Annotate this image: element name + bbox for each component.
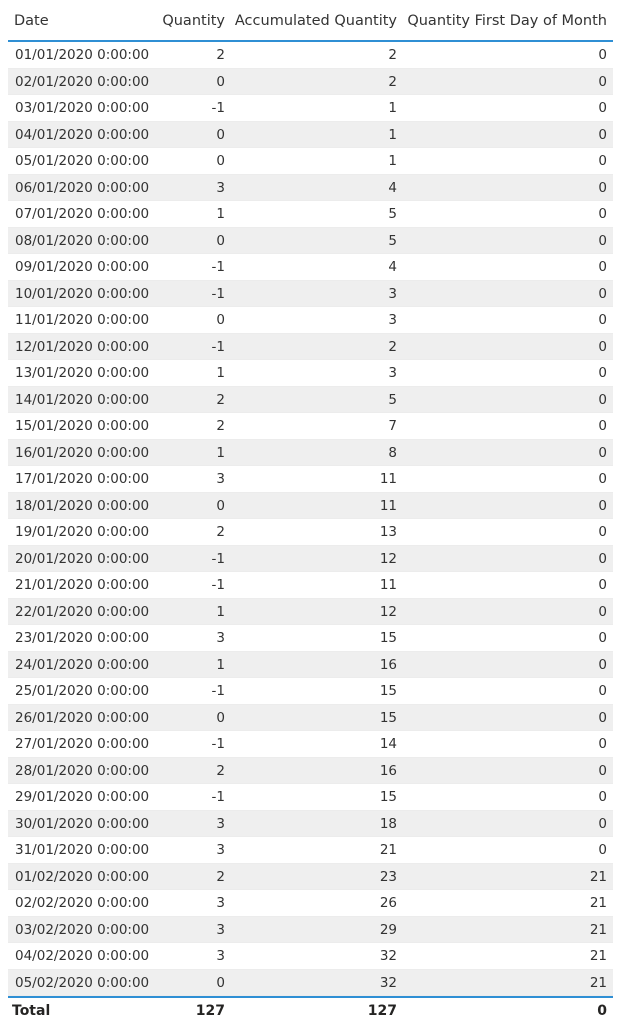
table-row[interactable] <box>8 201 613 228</box>
cell-date: 15/01/2020 0:00:00 <box>15 418 150 434</box>
cell-date: 30/01/2020 0:00:00 <box>15 815 150 832</box>
cell-quantity-first-day-of-month: 21 <box>589 868 607 885</box>
cell-quantity-first-day-of-month: 21 <box>589 921 607 938</box>
cell-date: 01/02/2020 0:00:00 <box>15 868 150 885</box>
cell-quantity: 3 <box>216 895 225 911</box>
cell-quantity: -1 <box>211 577 225 593</box>
cell-quantity: 3 <box>216 948 225 964</box>
cell-quantity: -1 <box>211 736 225 752</box>
table-row[interactable] <box>8 440 613 467</box>
cell-date: 20/01/2020 0:00:00 <box>15 550 150 567</box>
table-row[interactable] <box>8 413 613 440</box>
cell-accumulated-quantity: 2 <box>388 73 397 90</box>
table-row[interactable] <box>8 943 613 970</box>
cell-quantity: -1 <box>211 338 225 355</box>
cell-quantity-first-day-of-month: 21 <box>589 895 607 911</box>
table-row[interactable] <box>8 307 613 334</box>
cell-date: 18/01/2020 0:00:00 <box>15 497 150 514</box>
cell-quantity: 3 <box>216 815 225 832</box>
cell-accumulated-quantity: 13 <box>379 524 397 540</box>
cell-quantity-first-day-of-month: 0 <box>598 656 607 673</box>
cell-quantity-first-day-of-month: 0 <box>598 100 607 116</box>
cell-accumulated-quantity: 1 <box>388 126 397 143</box>
cell-quantity-first-day-of-month: 0 <box>598 153 607 169</box>
cell-accumulated-quantity: 29 <box>379 921 397 938</box>
cell-accumulated-quantity: 16 <box>379 656 397 673</box>
cell-accumulated-quantity: 4 <box>388 259 397 275</box>
table-row[interactable] <box>8 890 613 917</box>
cell-date: 11/01/2020 0:00:00 <box>15 312 150 328</box>
table-row[interactable] <box>8 731 613 758</box>
cell-quantity: 3 <box>216 179 225 196</box>
cell-accumulated-quantity: 1 <box>388 153 397 169</box>
cell-quantity: 0 <box>216 232 225 249</box>
cell-accumulated-quantity: 32 <box>379 974 397 991</box>
cell-quantity-first-day-of-month: 0 <box>598 285 607 302</box>
cell-quantity-first-day-of-month: 0 <box>598 762 607 779</box>
cell-date: 17/01/2020 0:00:00 <box>15 471 150 487</box>
cell-date: 02/02/2020 0:00:00 <box>15 895 150 911</box>
cell-quantity-first-day-of-month: 0 <box>598 709 607 726</box>
table-row[interactable] <box>8 175 613 202</box>
cell-quantity-first-day-of-month: 0 <box>598 338 607 355</box>
cell-quantity-first-day-of-month: 0 <box>598 603 607 620</box>
cell-date: 06/01/2020 0:00:00 <box>15 179 150 196</box>
cell-date: 25/01/2020 0:00:00 <box>15 683 150 699</box>
cell-accumulated-quantity: 16 <box>379 762 397 779</box>
cell-quantity: 2 <box>216 47 225 63</box>
table-row[interactable] <box>8 148 613 175</box>
cell-quantity-first-day-of-month: 0 <box>598 736 607 752</box>
cell-quantity: 1 <box>216 444 225 461</box>
cell-accumulated-quantity: 11 <box>379 577 397 593</box>
cell-quantity: 1 <box>216 206 225 222</box>
cell-accumulated-quantity: 15 <box>379 630 397 646</box>
cell-date: 01/01/2020 0:00:00 <box>15 47 150 63</box>
table-row[interactable] <box>8 360 613 387</box>
cell-date: 10/01/2020 0:00:00 <box>15 285 150 302</box>
data-table <box>8 0 613 1022</box>
cell-quantity: -1 <box>211 683 225 699</box>
cell-quantity: -1 <box>211 100 225 116</box>
column-header-accumulated-quantity[interactable]: Accumulated Quantity <box>234 13 397 29</box>
table-row[interactable] <box>8 599 613 626</box>
cell-date: 24/01/2020 0:00:00 <box>15 656 150 673</box>
cell-quantity-first-day-of-month: 0 <box>598 391 607 408</box>
cell-quantity: 0 <box>216 974 225 991</box>
cell-accumulated-quantity: 5 <box>388 232 397 249</box>
column-header-date[interactable]: Date <box>14 13 49 29</box>
cell-accumulated-quantity: 26 <box>379 895 397 911</box>
cell-quantity: 2 <box>216 762 225 779</box>
cell-accumulated-quantity: 2 <box>388 338 397 355</box>
cell-quantity: 2 <box>216 524 225 540</box>
cell-date: 21/01/2020 0:00:00 <box>15 577 150 593</box>
cell-accumulated-quantity: 3 <box>388 285 397 302</box>
cell-date: 28/01/2020 0:00:00 <box>15 762 150 779</box>
table-row[interactable] <box>8 334 613 361</box>
table-row[interactable] <box>8 758 613 785</box>
cell-quantity: -1 <box>211 550 225 567</box>
cell-date: 04/02/2020 0:00:00 <box>15 948 150 964</box>
total-accumulated-quantity: 127 <box>367 1003 397 1019</box>
cell-quantity-first-day-of-month: 0 <box>598 630 607 646</box>
cell-quantity-first-day-of-month: 21 <box>589 948 607 964</box>
cell-date: 07/01/2020 0:00:00 <box>15 206 150 222</box>
cell-quantity-first-day-of-month: 0 <box>598 47 607 63</box>
cell-quantity-first-day-of-month: 0 <box>598 126 607 143</box>
cell-quantity-first-day-of-month: 0 <box>598 815 607 832</box>
cell-accumulated-quantity: 11 <box>379 497 397 514</box>
table-row[interactable] <box>8 387 613 414</box>
cell-accumulated-quantity: 3 <box>388 365 397 381</box>
cell-quantity-first-day-of-month: 0 <box>598 418 607 434</box>
cell-accumulated-quantity: 1 <box>388 100 397 116</box>
cell-quantity-first-day-of-month: 0 <box>598 683 607 699</box>
cell-accumulated-quantity: 15 <box>379 789 397 805</box>
cell-accumulated-quantity: 8 <box>388 444 397 461</box>
table-row[interactable] <box>8 69 613 96</box>
cell-accumulated-quantity: 14 <box>379 736 397 752</box>
cell-accumulated-quantity: 4 <box>388 179 397 196</box>
cell-date: 26/01/2020 0:00:00 <box>15 709 150 726</box>
cell-accumulated-quantity: 7 <box>388 418 397 434</box>
total-quantity-first-day-of-month: 0 <box>597 1003 607 1019</box>
cell-quantity-first-day-of-month: 0 <box>598 232 607 249</box>
cell-quantity-first-day-of-month: 0 <box>598 206 607 222</box>
table-row[interactable] <box>8 122 613 149</box>
cell-accumulated-quantity: 21 <box>379 842 397 858</box>
cell-quantity-first-day-of-month: 21 <box>589 974 607 991</box>
cell-quantity-first-day-of-month: 0 <box>598 179 607 196</box>
cell-date: 12/01/2020 0:00:00 <box>15 338 150 355</box>
table-row[interactable] <box>8 95 613 122</box>
column-header-quantity-first-day-of-month[interactable]: Quantity First Day of Month <box>407 13 607 29</box>
cell-accumulated-quantity: 12 <box>379 550 397 567</box>
cell-quantity-first-day-of-month: 0 <box>598 312 607 328</box>
cell-quantity-first-day-of-month: 0 <box>598 73 607 90</box>
cell-accumulated-quantity: 3 <box>388 312 397 328</box>
cell-date: 23/01/2020 0:00:00 <box>15 630 150 646</box>
table-header <box>8 0 613 42</box>
cell-quantity: 0 <box>216 497 225 514</box>
cell-quantity: -1 <box>211 789 225 805</box>
cell-quantity: 0 <box>216 73 225 90</box>
table-row[interactable] <box>8 864 613 891</box>
cell-date: 31/01/2020 0:00:00 <box>15 842 150 858</box>
table-row[interactable] <box>8 917 613 944</box>
table-row[interactable] <box>8 519 613 546</box>
table-row[interactable] <box>8 228 613 255</box>
table-row[interactable] <box>8 466 613 493</box>
table-row[interactable] <box>8 837 613 864</box>
column-header-quantity[interactable]: Quantity <box>162 13 225 29</box>
table-row[interactable] <box>8 625 613 652</box>
cell-date: 16/01/2020 0:00:00 <box>15 444 150 461</box>
cell-quantity: 0 <box>216 153 225 169</box>
table-row[interactable] <box>8 254 613 281</box>
cell-date: 08/01/2020 0:00:00 <box>15 232 150 249</box>
table-row[interactable] <box>8 970 613 997</box>
cell-date: 03/02/2020 0:00:00 <box>15 921 150 938</box>
table-row[interactable] <box>8 652 613 679</box>
cell-date: 19/01/2020 0:00:00 <box>15 524 150 540</box>
cell-date: 13/01/2020 0:00:00 <box>15 365 150 381</box>
table-row[interactable] <box>8 281 613 308</box>
table-body <box>8 42 613 996</box>
total-quantity: 127 <box>195 1003 225 1019</box>
cell-quantity-first-day-of-month: 0 <box>598 497 607 514</box>
cell-date: 03/01/2020 0:00:00 <box>15 100 150 116</box>
cell-accumulated-quantity: 5 <box>388 391 397 408</box>
cell-date: 05/02/2020 0:00:00 <box>15 974 150 991</box>
cell-quantity-first-day-of-month: 0 <box>598 577 607 593</box>
cell-date: 02/01/2020 0:00:00 <box>15 73 150 90</box>
cell-quantity: 2 <box>216 391 225 408</box>
cell-accumulated-quantity: 15 <box>379 709 397 726</box>
cell-quantity-first-day-of-month: 0 <box>598 550 607 567</box>
total-label: Total <box>12 1003 51 1019</box>
table-row[interactable] <box>8 784 613 811</box>
cell-accumulated-quantity: 15 <box>379 683 397 699</box>
table-row[interactable] <box>8 42 613 69</box>
cell-date: 27/01/2020 0:00:00 <box>15 736 150 752</box>
cell-date: 05/01/2020 0:00:00 <box>15 153 150 169</box>
cell-quantity-first-day-of-month: 0 <box>598 842 607 858</box>
cell-quantity: -1 <box>211 285 225 302</box>
cell-quantity: -1 <box>211 259 225 275</box>
cell-date: 14/01/2020 0:00:00 <box>15 391 150 408</box>
table-row[interactable] <box>8 678 613 705</box>
total-row <box>8 996 613 1022</box>
table-row[interactable] <box>8 811 613 838</box>
cell-quantity: 3 <box>216 921 225 938</box>
table-row[interactable] <box>8 546 613 573</box>
cell-quantity: 0 <box>216 709 225 726</box>
cell-quantity: 2 <box>216 868 225 885</box>
cell-accumulated-quantity: 2 <box>388 47 397 63</box>
cell-accumulated-quantity: 32 <box>379 948 397 964</box>
cell-date: 09/01/2020 0:00:00 <box>15 259 150 275</box>
cell-quantity: 3 <box>216 842 225 858</box>
cell-accumulated-quantity: 12 <box>379 603 397 620</box>
cell-quantity: 1 <box>216 603 225 620</box>
cell-quantity-first-day-of-month: 0 <box>598 471 607 487</box>
cell-quantity-first-day-of-month: 0 <box>598 444 607 461</box>
cell-accumulated-quantity: 23 <box>379 868 397 885</box>
cell-quantity: 3 <box>216 630 225 646</box>
cell-quantity-first-day-of-month: 0 <box>598 365 607 381</box>
cell-quantity: 2 <box>216 418 225 434</box>
cell-quantity: 1 <box>216 656 225 673</box>
cell-accumulated-quantity: 18 <box>379 815 397 832</box>
cell-quantity-first-day-of-month: 0 <box>598 789 607 805</box>
cell-quantity: 0 <box>216 126 225 143</box>
table-row[interactable] <box>8 705 613 732</box>
cell-accumulated-quantity: 5 <box>388 206 397 222</box>
cell-quantity-first-day-of-month: 0 <box>598 524 607 540</box>
table-row[interactable] <box>8 572 613 599</box>
cell-quantity: 1 <box>216 365 225 381</box>
table-row[interactable] <box>8 493 613 520</box>
cell-quantity: 0 <box>216 312 225 328</box>
cell-accumulated-quantity: 11 <box>379 471 397 487</box>
cell-quantity-first-day-of-month: 0 <box>598 259 607 275</box>
cell-date: 22/01/2020 0:00:00 <box>15 603 150 620</box>
cell-date: 29/01/2020 0:00:00 <box>15 789 150 805</box>
cell-quantity: 3 <box>216 471 225 487</box>
cell-date: 04/01/2020 0:00:00 <box>15 126 150 143</box>
